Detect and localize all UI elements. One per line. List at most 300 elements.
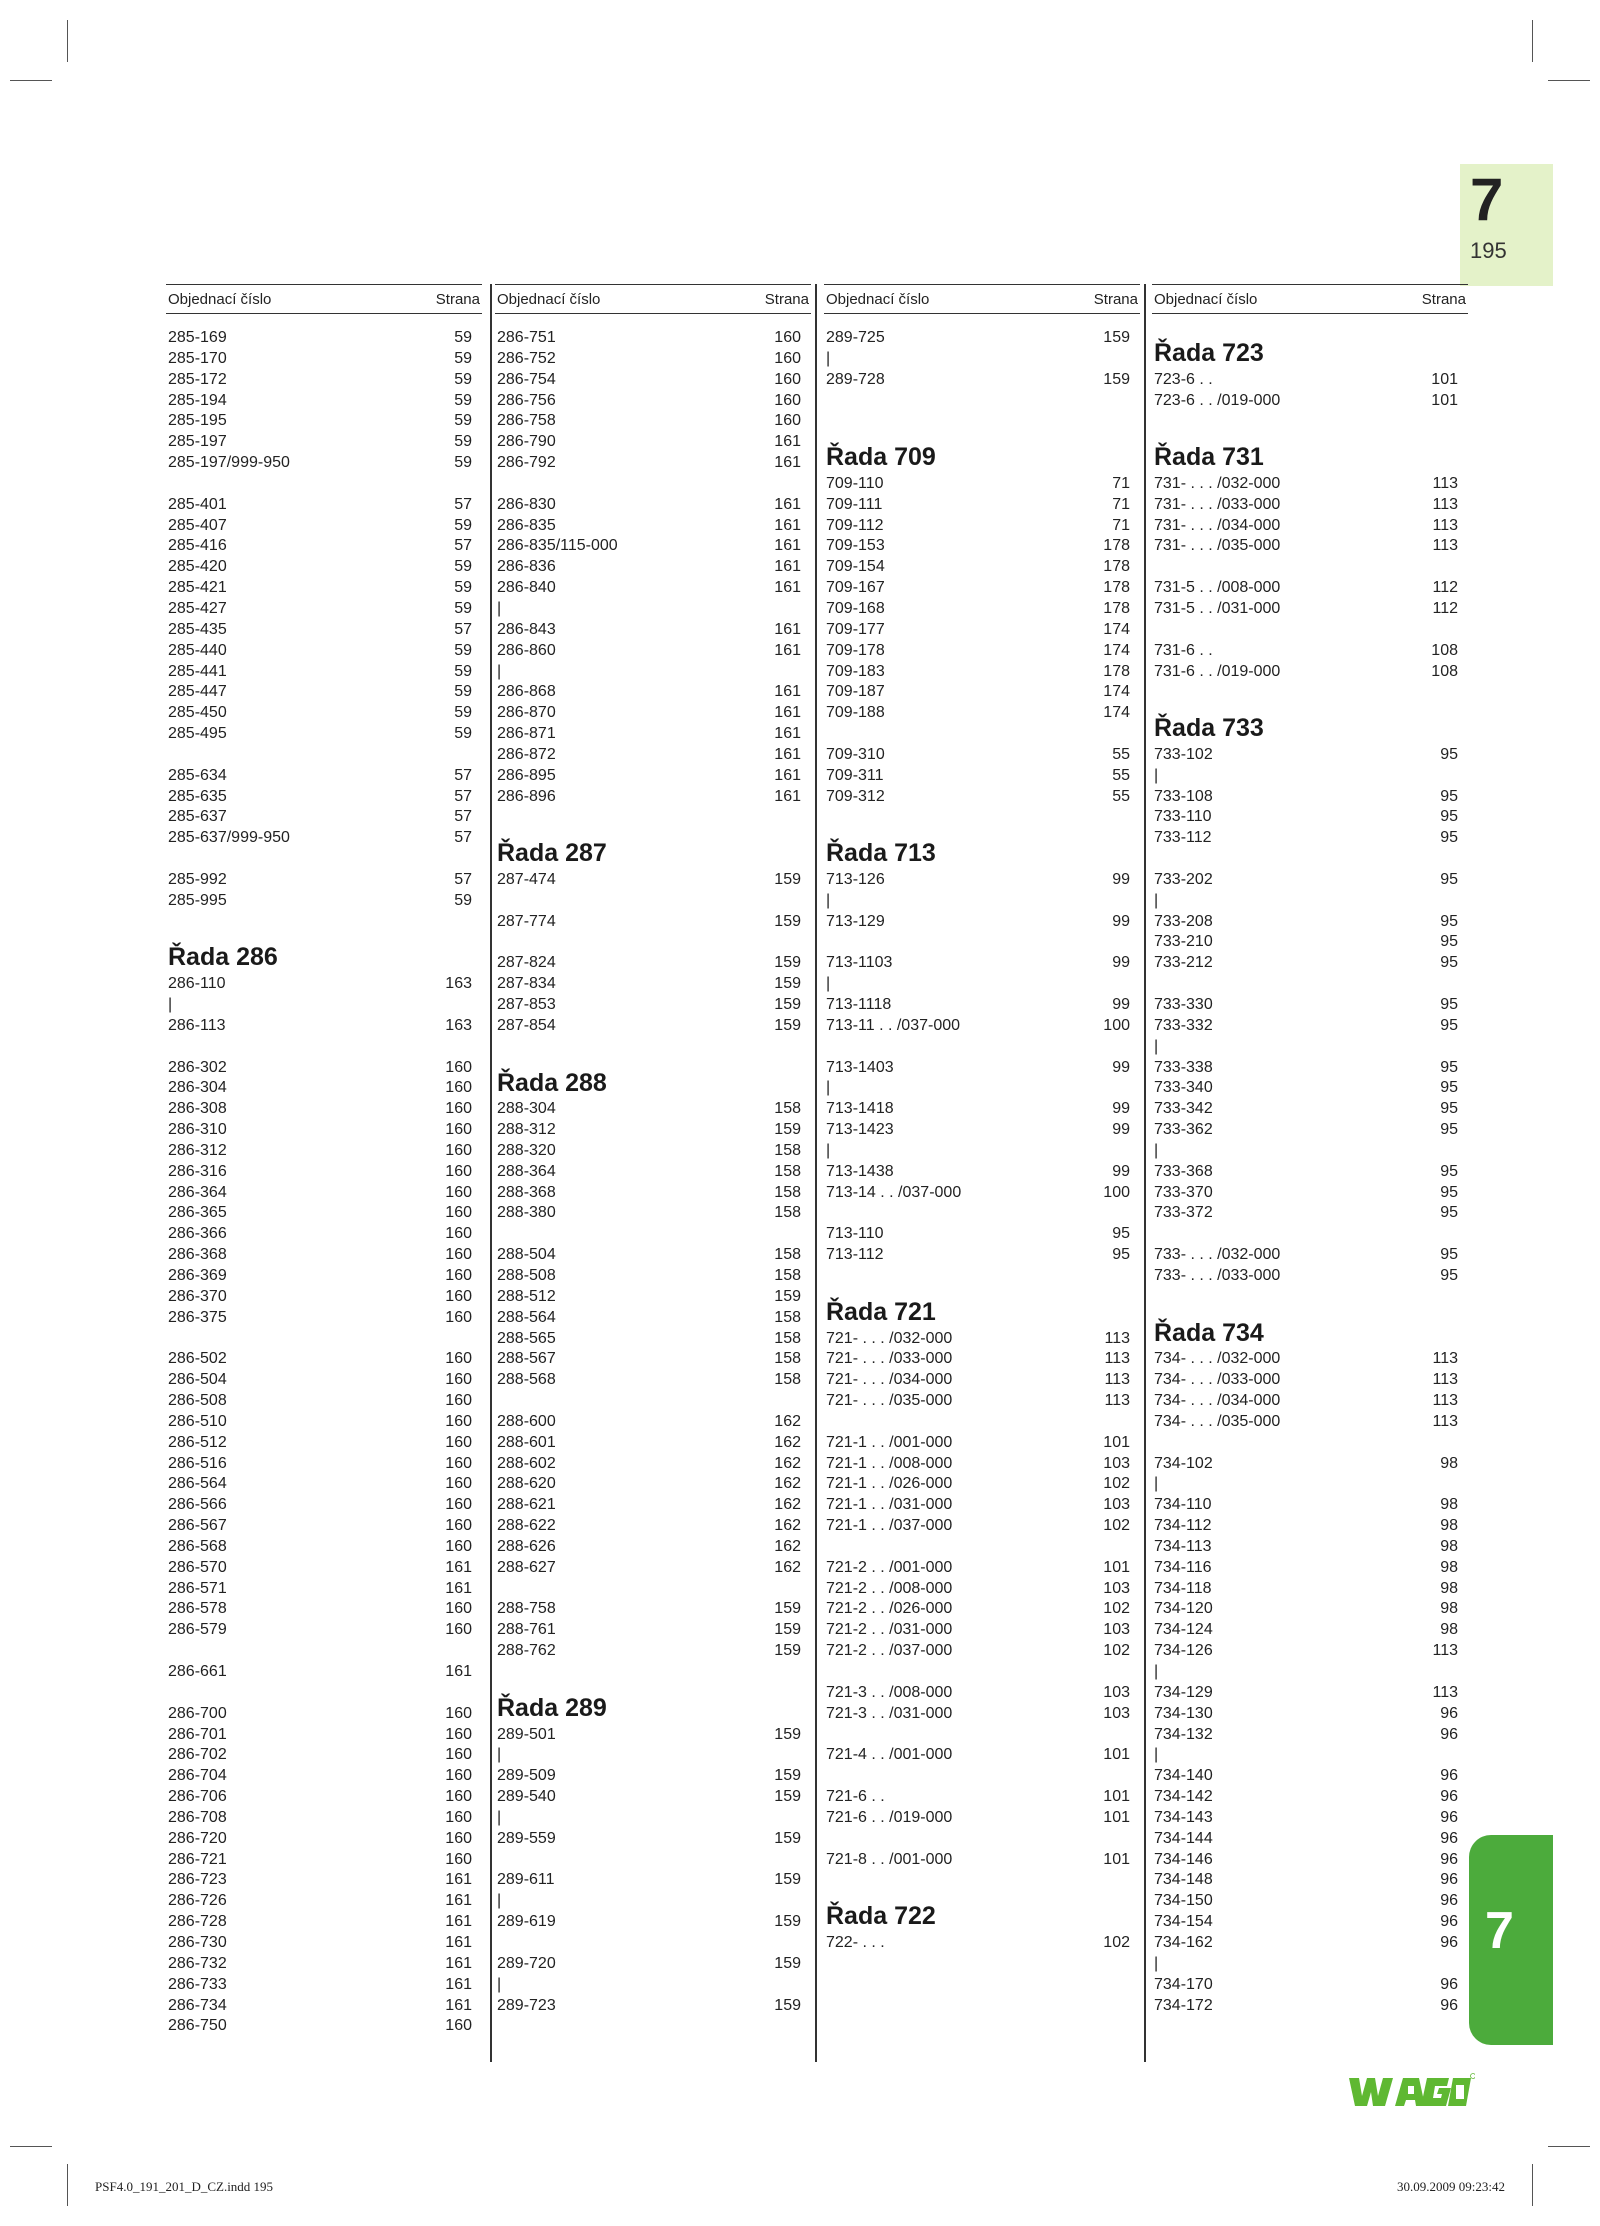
page-ref: 158 bbox=[774, 1308, 801, 1326]
page-ref: 159 bbox=[774, 1121, 801, 1139]
page-ref: 161 bbox=[774, 641, 801, 659]
page-ref: 159 bbox=[774, 1725, 801, 1743]
order-number: | bbox=[826, 1141, 831, 1159]
index-row bbox=[824, 1224, 1140, 1245]
page-ref: 160 bbox=[445, 1433, 472, 1451]
spacer bbox=[824, 1870, 1140, 1891]
order-number: 286-700 bbox=[168, 1704, 227, 1722]
page-ref: 162 bbox=[774, 1475, 801, 1493]
column-header bbox=[495, 284, 811, 314]
index-row bbox=[1152, 1037, 1468, 1058]
index-row bbox=[166, 1558, 482, 1579]
page-ref: 159 bbox=[774, 1287, 801, 1305]
page-ref: 59 bbox=[454, 558, 472, 576]
spacer bbox=[1152, 557, 1468, 578]
index-row bbox=[1152, 932, 1468, 953]
page-ref: 57 bbox=[454, 808, 472, 826]
header-page: Strana bbox=[1093, 290, 1138, 308]
order-number: 286-830 bbox=[497, 495, 556, 513]
column-divider bbox=[815, 284, 817, 2062]
index-row bbox=[166, 370, 482, 391]
side-chapter-tab bbox=[1469, 1835, 1553, 2045]
index-row bbox=[166, 1162, 482, 1183]
index-row bbox=[824, 536, 1140, 557]
crop-mark bbox=[1548, 80, 1590, 81]
series-heading bbox=[824, 1287, 1140, 1329]
page-ref bbox=[801, 599, 811, 620]
page-ref: 160 bbox=[445, 1183, 472, 1201]
index-row bbox=[1152, 1099, 1468, 1120]
index-row bbox=[166, 1975, 482, 1996]
order-number: 733-212 bbox=[1154, 954, 1213, 972]
page-ref: 95 bbox=[1440, 1016, 1458, 1034]
order-number: 733-330 bbox=[1154, 996, 1213, 1013]
order-number: 286-113 bbox=[168, 1016, 226, 1034]
index-row bbox=[495, 1203, 811, 1224]
page-ref: 59 bbox=[454, 704, 472, 722]
order-number: 734- . . . /035-000 bbox=[1154, 1412, 1281, 1430]
order-number: 733- . . . /033-000 bbox=[1154, 1266, 1281, 1284]
index-row bbox=[824, 578, 1140, 599]
order-number: | bbox=[497, 1975, 502, 1993]
crop-mark bbox=[67, 20, 68, 62]
page-ref bbox=[1130, 974, 1140, 995]
page-ref: 96 bbox=[1440, 1808, 1458, 1826]
index-row bbox=[1152, 1516, 1468, 1537]
order-number: 721-1 . . /037-000 bbox=[826, 1517, 953, 1535]
index-row bbox=[1152, 1850, 1468, 1871]
index-row bbox=[166, 1787, 482, 1808]
order-number: 289-728 bbox=[826, 370, 885, 388]
column-header bbox=[1152, 284, 1468, 314]
order-number: 285-416 bbox=[168, 537, 227, 555]
index-row bbox=[495, 1412, 811, 1433]
page-ref bbox=[801, 662, 811, 683]
index-row bbox=[1152, 995, 1468, 1016]
index-row bbox=[166, 1266, 482, 1287]
index-row bbox=[824, 1474, 1140, 1495]
page-ref: 160 bbox=[445, 1204, 472, 1222]
page-ref: 99 bbox=[1112, 996, 1130, 1013]
page-ref: 99 bbox=[1112, 870, 1130, 888]
page-ref: 101 bbox=[1431, 391, 1458, 409]
spacer bbox=[1152, 1287, 1468, 1308]
index-row bbox=[824, 1933, 1140, 1954]
order-number: 286-792 bbox=[497, 454, 556, 472]
order-number: 709-110 bbox=[826, 474, 884, 492]
page-ref: 96 bbox=[1440, 1788, 1458, 1806]
index-row bbox=[495, 1954, 811, 1975]
spacer bbox=[824, 1412, 1140, 1433]
order-number: 734-120 bbox=[1154, 1600, 1213, 1618]
index-row bbox=[824, 328, 1140, 349]
order-number: 286-868 bbox=[497, 683, 556, 701]
index-row bbox=[166, 432, 482, 453]
index-row bbox=[166, 2016, 482, 2037]
index-row bbox=[1152, 745, 1468, 766]
page-ref: 160 bbox=[445, 1079, 472, 1097]
page-ref: 59 bbox=[454, 391, 472, 409]
order-number: 286-895 bbox=[497, 766, 556, 784]
index-row bbox=[166, 787, 482, 808]
page-ref: 162 bbox=[774, 1537, 801, 1555]
order-number: 734-170 bbox=[1154, 1975, 1213, 1993]
order-number: 285-169 bbox=[168, 329, 227, 346]
crop-mark bbox=[1532, 2164, 1533, 2206]
order-number: 286-571 bbox=[168, 1579, 227, 1597]
page-ref: 95 bbox=[1440, 745, 1458, 763]
page-ref: 95 bbox=[1440, 996, 1458, 1013]
index-row bbox=[1152, 1870, 1468, 1891]
order-number: 721-3 . . /031-000 bbox=[826, 1704, 953, 1722]
order-number: 286-870 bbox=[497, 704, 556, 722]
order-number: 731- . . . /035-000 bbox=[1154, 537, 1281, 555]
index-row bbox=[1152, 1203, 1468, 1224]
page-ref: 160 bbox=[445, 1058, 472, 1076]
index-row bbox=[166, 1850, 482, 1871]
order-number: 713-1438 bbox=[826, 1162, 894, 1180]
index-row bbox=[1152, 1704, 1468, 1725]
index-row bbox=[1152, 1829, 1468, 1850]
header-page: Strana bbox=[435, 290, 480, 308]
index-row bbox=[166, 1829, 482, 1850]
page-ref bbox=[1458, 891, 1468, 912]
index-row bbox=[495, 1287, 811, 1308]
index-row bbox=[166, 1349, 482, 1370]
order-number: 709-168 bbox=[826, 599, 885, 617]
spacer bbox=[495, 932, 811, 953]
column-header bbox=[824, 284, 1140, 314]
page-ref: 160 bbox=[445, 1725, 472, 1743]
index-row bbox=[495, 516, 811, 537]
index-row bbox=[824, 1516, 1140, 1537]
spacer bbox=[166, 1037, 482, 1058]
column-header bbox=[166, 284, 482, 314]
order-number: 285-420 bbox=[168, 558, 227, 576]
page-ref: 101 bbox=[1103, 1558, 1130, 1576]
order-number: 286-312 bbox=[168, 1141, 227, 1159]
order-number: 731-5 . . /008-000 bbox=[1154, 579, 1281, 597]
index-row bbox=[1152, 1766, 1468, 1787]
order-number: 287-853 bbox=[497, 996, 556, 1013]
order-number: 733-112 bbox=[1154, 829, 1212, 847]
index-row bbox=[495, 349, 811, 370]
order-number: 734-140 bbox=[1154, 1767, 1213, 1785]
index-row bbox=[166, 1495, 482, 1516]
index-row bbox=[495, 1641, 811, 1662]
page-ref: 159 bbox=[774, 1913, 801, 1931]
order-number: 285-172 bbox=[168, 370, 227, 388]
order-number: 286-579 bbox=[168, 1621, 227, 1639]
page-ref: 160 bbox=[445, 1392, 472, 1410]
index-column-4 bbox=[1152, 284, 1468, 2064]
order-number: 286-508 bbox=[168, 1392, 227, 1410]
index-row bbox=[824, 1183, 1140, 1204]
order-number: 285-195 bbox=[168, 412, 227, 430]
index-row bbox=[1152, 536, 1468, 557]
page-ref: 98 bbox=[1440, 1579, 1458, 1597]
index-row bbox=[166, 557, 482, 578]
spacer bbox=[166, 1683, 482, 1704]
index-row bbox=[166, 349, 482, 370]
page-ref: 95 bbox=[1440, 829, 1458, 847]
page-ref: 161 bbox=[445, 1933, 472, 1951]
index-row bbox=[166, 1954, 482, 1975]
page-ref: 108 bbox=[1431, 641, 1458, 659]
order-number: 721-8 . . /001-000 bbox=[826, 1850, 953, 1868]
page-ref: 160 bbox=[445, 1287, 472, 1305]
page-ref: 160 bbox=[445, 1621, 472, 1639]
index-row bbox=[1152, 1245, 1468, 1266]
spacer bbox=[495, 474, 811, 495]
order-number: 734-146 bbox=[1154, 1850, 1213, 1868]
index-row bbox=[495, 724, 811, 745]
order-number: 709-183 bbox=[826, 662, 885, 680]
crop-mark bbox=[1532, 20, 1533, 62]
index-row bbox=[495, 1725, 811, 1746]
index-row bbox=[824, 787, 1140, 808]
spacer bbox=[824, 1766, 1140, 1787]
series-heading bbox=[824, 1891, 1140, 1933]
page-ref: 161 bbox=[774, 787, 801, 805]
spacer bbox=[495, 1391, 811, 1412]
index-row bbox=[495, 557, 811, 578]
page-ref: 160 bbox=[445, 1371, 472, 1389]
index-row bbox=[1152, 662, 1468, 683]
page-ref: 95 bbox=[1440, 1204, 1458, 1222]
index-row bbox=[1152, 1745, 1468, 1766]
index-row bbox=[166, 974, 482, 995]
order-number: 286-730 bbox=[168, 1933, 227, 1951]
page-ref: 160 bbox=[445, 1517, 472, 1535]
order-number: 289-619 bbox=[497, 1913, 556, 1931]
index-row bbox=[166, 1058, 482, 1079]
page-ref: 95 bbox=[1440, 1183, 1458, 1201]
page-ref: 161 bbox=[774, 579, 801, 597]
index-row bbox=[1152, 891, 1468, 912]
page-ref bbox=[801, 1745, 811, 1766]
page-ref: 158 bbox=[774, 1100, 801, 1118]
spacer bbox=[1152, 682, 1468, 703]
order-number: 731- . . . /032-000 bbox=[1154, 474, 1281, 492]
index-row bbox=[824, 474, 1140, 495]
page-ref: 158 bbox=[774, 1371, 801, 1389]
order-number: 288-761 bbox=[497, 1621, 556, 1639]
order-number: 285-197/999-950 bbox=[168, 454, 290, 472]
order-number: | bbox=[497, 1808, 502, 1826]
page-ref: 112 bbox=[1432, 599, 1458, 617]
order-number: 289-611 bbox=[497, 1871, 555, 1889]
order-number: 709-167 bbox=[826, 579, 885, 597]
index-row bbox=[166, 578, 482, 599]
page-ref: 96 bbox=[1440, 1913, 1458, 1931]
index-row bbox=[495, 1370, 811, 1391]
page-ref: 160 bbox=[774, 370, 801, 388]
series-title: Řada 709 bbox=[826, 443, 936, 472]
index-row bbox=[824, 953, 1140, 974]
page-ref: 95 bbox=[1440, 870, 1458, 888]
order-number: 286-720 bbox=[168, 1829, 227, 1847]
spacer bbox=[824, 1037, 1140, 1058]
page-ref bbox=[1130, 1078, 1140, 1099]
order-number: 287-834 bbox=[497, 975, 556, 993]
index-row bbox=[1152, 1996, 1468, 2017]
page-ref: 95 bbox=[1440, 912, 1458, 930]
order-number: 286-843 bbox=[497, 620, 556, 638]
order-number: 286-578 bbox=[168, 1600, 227, 1618]
order-number: 286-512 bbox=[168, 1433, 227, 1451]
order-number: 721-3 . . /008-000 bbox=[826, 1683, 953, 1701]
index-row bbox=[1152, 787, 1468, 808]
page-ref: 57 bbox=[454, 787, 472, 805]
page-ref: 98 bbox=[1440, 1537, 1458, 1555]
order-number: 734-130 bbox=[1154, 1704, 1213, 1722]
index-row bbox=[166, 1704, 482, 1725]
order-number: 287-824 bbox=[497, 954, 556, 972]
order-number: 709-310 bbox=[826, 745, 885, 763]
page-ref: 161 bbox=[445, 1892, 472, 1910]
index-row bbox=[166, 391, 482, 412]
order-number: 286-701 bbox=[168, 1725, 227, 1743]
order-number: 734-129 bbox=[1154, 1683, 1213, 1701]
page-ref: 113 bbox=[1432, 1683, 1458, 1701]
index-row bbox=[166, 620, 482, 641]
page-ref: 159 bbox=[774, 1767, 801, 1785]
order-number: 734-112 bbox=[1154, 1517, 1212, 1535]
page-ref: 113 bbox=[1432, 516, 1458, 534]
page-ref: 57 bbox=[454, 766, 472, 784]
index-row bbox=[166, 1203, 482, 1224]
page-ref bbox=[472, 995, 482, 1016]
header-page: Strana bbox=[1421, 290, 1466, 308]
page-ref: 162 bbox=[774, 1558, 801, 1576]
order-number: | bbox=[826, 1079, 831, 1097]
page-ref: 174 bbox=[1103, 683, 1130, 701]
order-number: 721- . . . /035-000 bbox=[826, 1392, 953, 1410]
index-row bbox=[1152, 1599, 1468, 1620]
index-row bbox=[495, 1829, 811, 1850]
index-row bbox=[1152, 1078, 1468, 1099]
index-row bbox=[166, 641, 482, 662]
series-title: Řada 713 bbox=[826, 839, 936, 868]
page-ref: 113 bbox=[1432, 1412, 1458, 1430]
page-ref: 101 bbox=[1431, 370, 1458, 388]
spacer bbox=[166, 745, 482, 766]
page-ref: 159 bbox=[1103, 370, 1130, 388]
order-number: 721- . . . /032-000 bbox=[826, 1329, 953, 1347]
order-number: 285-441 bbox=[168, 662, 227, 680]
series-title: Řada 286 bbox=[168, 943, 278, 972]
series-title: Řada 723 bbox=[1154, 339, 1264, 367]
spacer bbox=[166, 1329, 482, 1350]
index-row bbox=[824, 870, 1140, 891]
index-row bbox=[495, 370, 811, 391]
order-number: 734-102 bbox=[1154, 1454, 1213, 1472]
page-ref: 161 bbox=[774, 683, 801, 701]
page-ref: 163 bbox=[445, 975, 472, 993]
order-number: 286-835/115-000 bbox=[497, 537, 618, 555]
index-row bbox=[166, 1599, 482, 1620]
page-ref: 161 bbox=[445, 1975, 472, 1993]
index-row bbox=[166, 1454, 482, 1475]
page-ref: 160 bbox=[445, 1100, 472, 1118]
order-number: 286-661 bbox=[168, 1663, 227, 1680]
spacer bbox=[1152, 1224, 1468, 1245]
order-number: 289-509 bbox=[497, 1767, 556, 1785]
order-number: 713-1118 bbox=[826, 996, 892, 1013]
index-row bbox=[824, 1162, 1140, 1183]
page-ref: 113 bbox=[1104, 1350, 1130, 1368]
page-ref: 101 bbox=[1103, 1850, 1130, 1868]
index-row bbox=[495, 1245, 811, 1266]
page-ref: 160 bbox=[445, 1746, 472, 1764]
page-ref: 161 bbox=[445, 1996, 472, 2014]
order-number: | bbox=[826, 349, 831, 367]
page-ref: 159 bbox=[774, 996, 801, 1013]
index-row bbox=[1152, 828, 1468, 849]
index-row bbox=[166, 995, 482, 1016]
page-ref bbox=[801, 1891, 811, 1912]
order-number: 289-540 bbox=[497, 1788, 556, 1806]
page-ref: 95 bbox=[1440, 954, 1458, 972]
index-row bbox=[824, 1016, 1140, 1037]
index-row bbox=[166, 703, 482, 724]
footer-timestamp: 30.09.2009 09:23:42 bbox=[1397, 2179, 1505, 2194]
page-ref: 159 bbox=[774, 912, 801, 930]
order-number: 713-112 bbox=[826, 1246, 884, 1264]
order-number: 734-118 bbox=[1154, 1579, 1212, 1597]
page-ref: 59 bbox=[454, 599, 472, 617]
index-row bbox=[495, 1745, 811, 1766]
page-ref: 102 bbox=[1103, 1600, 1130, 1618]
order-number: 733- . . . /032-000 bbox=[1154, 1246, 1281, 1264]
index-row bbox=[824, 1599, 1140, 1620]
order-number: 709-312 bbox=[826, 787, 885, 805]
index-row bbox=[495, 912, 811, 933]
index-row bbox=[166, 1412, 482, 1433]
index-row bbox=[495, 1349, 811, 1370]
page-ref: 161 bbox=[774, 433, 801, 451]
index-row bbox=[166, 1891, 482, 1912]
row-list bbox=[824, 314, 1140, 1954]
series-heading bbox=[495, 1058, 811, 1100]
page-ref bbox=[801, 1975, 811, 1996]
page-ref: 96 bbox=[1440, 1933, 1458, 1951]
index-row bbox=[495, 1162, 811, 1183]
page-ref: 160 bbox=[445, 1496, 472, 1514]
page-ref: 178 bbox=[1103, 537, 1130, 555]
spacer bbox=[824, 1662, 1140, 1683]
series-heading bbox=[824, 828, 1140, 870]
page-ref: 101 bbox=[1103, 1746, 1130, 1764]
order-number: 288-508 bbox=[497, 1266, 556, 1284]
index-row bbox=[166, 1725, 482, 1746]
order-number: | bbox=[168, 996, 173, 1013]
order-number: 286-368 bbox=[168, 1246, 227, 1264]
index-row bbox=[1152, 641, 1468, 662]
order-number: 286-733 bbox=[168, 1975, 227, 1993]
page-ref: 55 bbox=[1112, 745, 1130, 763]
page-ref: 57 bbox=[454, 620, 472, 638]
wago-logo bbox=[1345, 2072, 1475, 2112]
order-number: 733-210 bbox=[1154, 933, 1213, 951]
order-number: | bbox=[1154, 766, 1159, 784]
index-row bbox=[824, 662, 1140, 683]
page-ref bbox=[1130, 1141, 1140, 1162]
index-row bbox=[824, 1329, 1140, 1350]
order-number: 285-634 bbox=[168, 766, 227, 784]
index-row bbox=[1152, 766, 1468, 787]
